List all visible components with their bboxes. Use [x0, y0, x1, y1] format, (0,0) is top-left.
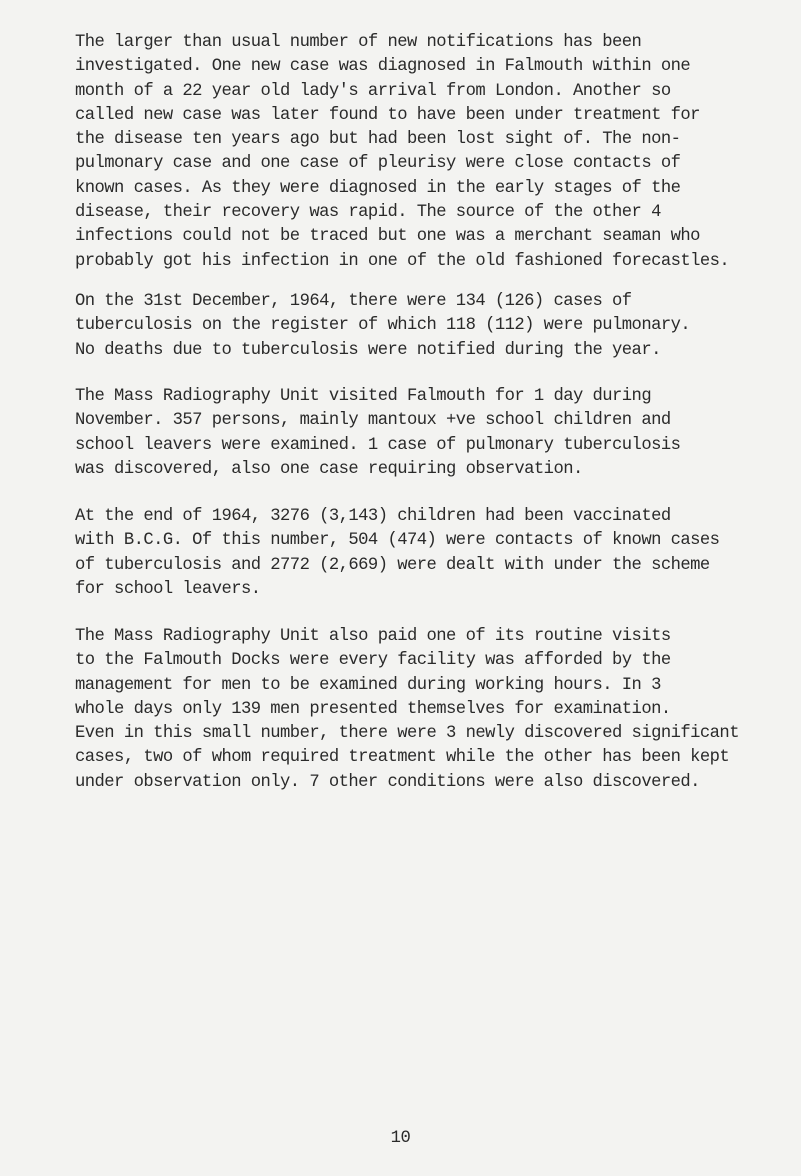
text-line: investigated. One new case was diagnosed in Falmouth within one	[75, 57, 691, 77]
text-line: known cases. As they were diagnosed in the early stages of the	[75, 178, 681, 198]
paragraph-docks-visit	[75, 625, 795, 795]
text-line: for school leavers.	[75, 579, 261, 599]
text-line: Even in this small number, there were 3 newly discovered significant	[75, 724, 739, 744]
text-line: November. 357 persons, mainly mantoux +ve school children and	[75, 411, 671, 431]
text-line: probably got his infection in one of the old fashioned forecastles.	[75, 251, 730, 271]
page-number: 10	[390, 1129, 411, 1148]
text-line: At the end of 1964, 3276 (3,143) children had been vaccinated	[75, 507, 671, 526]
text-line: The larger than usual number of new notifications has been	[75, 33, 642, 52]
text-line: management for men to be examined during working hours. In 3	[75, 675, 661, 695]
text-line: whole days only 139 men presented themselves for examination.	[75, 699, 671, 719]
text-line: The Mass Radiography Unit visited Falmouth for 1 day during	[75, 387, 652, 406]
text-line: pulmonary case and one case of pleurisy were close contacts of	[75, 154, 681, 174]
paragraph-bcg-vaccination	[75, 505, 795, 602]
text-line: to the Falmouth Docks were every facility was afforded by the	[75, 651, 671, 671]
paragraph-register	[75, 290, 795, 363]
text-line: infections could not be traced but one was a merchant seaman who	[75, 227, 700, 247]
text-line: disease, their recovery was rapid. The source of the other 4	[75, 203, 661, 223]
text-line: cases, two of whom required treatment while the other has been kept	[75, 748, 730, 768]
text-line: No deaths due to tuberculosis were notified during the year.	[75, 340, 661, 360]
text-line: the disease ten years ago but had been lost sight of. The non-	[75, 130, 681, 150]
text-line: month of a 22 year old lady's arrival from London. Another so	[75, 81, 671, 101]
text-line: The Mass Radiography Unit also paid one of its routine visits	[75, 627, 671, 646]
paragraph-new-notifications	[75, 31, 795, 274]
text-line: of tuberculosis and 2772 (2,669) were dealt with under the scheme	[75, 555, 710, 575]
text-line: was discovered, also one case requiring observation.	[75, 459, 583, 479]
text-line: with B.C.G. Of this number, 504 (474) were contacts of known cases	[75, 531, 720, 551]
paragraph-mass-radiography	[75, 385, 795, 482]
text-line: under observation only. 7 other conditions were also discovered.	[75, 772, 700, 792]
text-line: tuberculosis on the register of which 118 (112) were pulmonary.	[75, 316, 691, 336]
text-line: On the 31st December, 1964, there were 134 (126) cases of	[75, 292, 632, 311]
text-line: school leavers were examined. 1 case of pulmonary tuberculosis	[75, 435, 681, 455]
text-line: called new case was later found to have been under treatment for	[75, 105, 700, 125]
